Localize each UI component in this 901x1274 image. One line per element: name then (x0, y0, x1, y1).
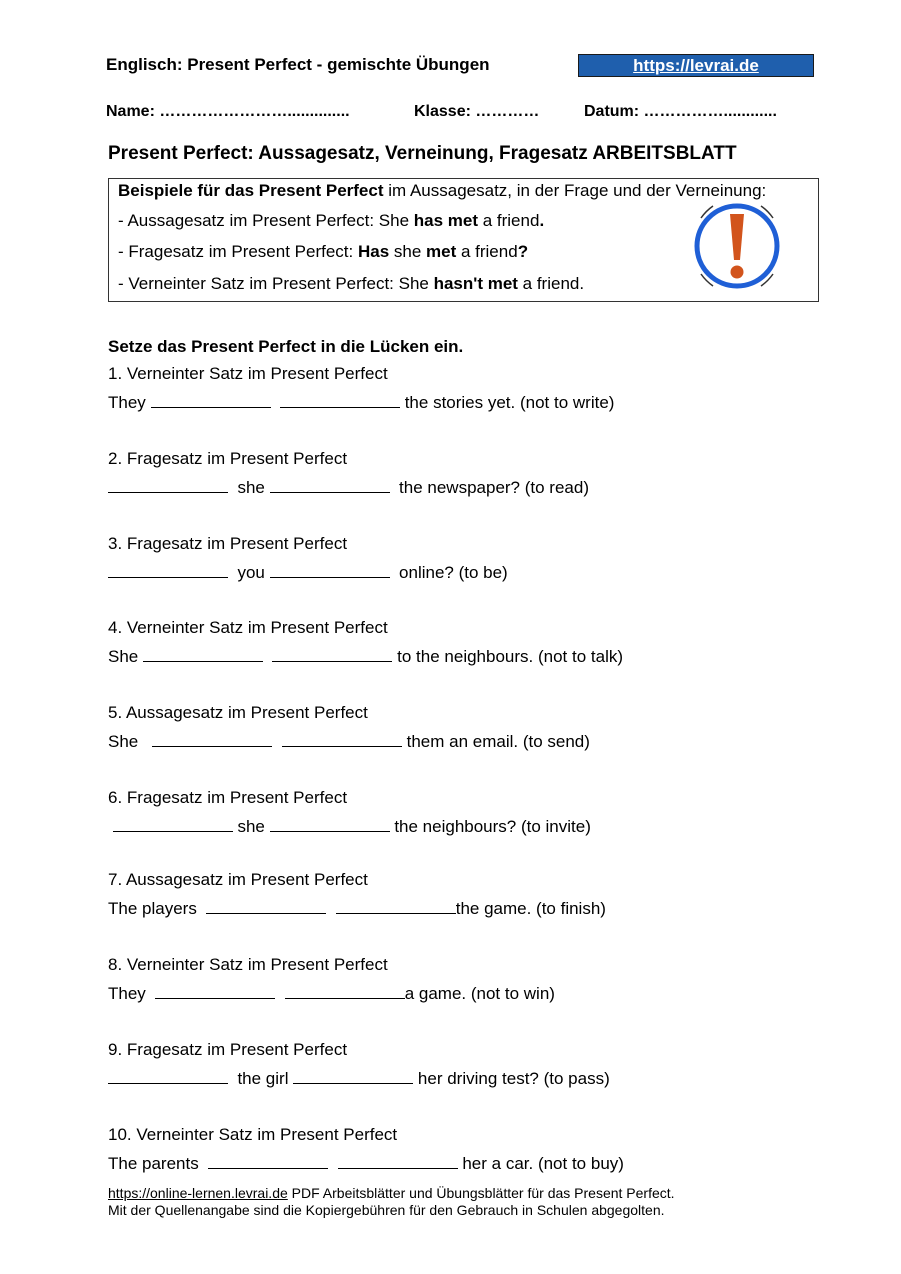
question-sentence (108, 1154, 624, 1174)
question-label: 4. Verneinter Satz im Present Perfect (108, 618, 388, 637)
question-label: 7. Aussagesatz im Present Perfect (108, 870, 368, 889)
question-label: 1. Verneinter Satz im Present Perfect (108, 364, 388, 383)
answer-blank[interactable] (270, 817, 390, 832)
datum-field: Datum: ……………............ (584, 103, 777, 120)
sentence-part: online? (to be) (389, 563, 508, 582)
sentence-part: She (108, 647, 143, 666)
answer-blank[interactable] (108, 1069, 228, 1084)
answer-blank[interactable] (285, 984, 405, 999)
footer-line-1: https://online-lernen.levrai.de PDF Arbeitsblätter und Übungsblätter für das Present Perfect. (108, 1185, 675, 1201)
sentence-part: the game. (to finish) (455, 899, 606, 918)
answer-blank[interactable] (108, 478, 228, 493)
question-sentence (108, 563, 508, 583)
question-label: 5. Aussagesatz im Present Perfect (108, 703, 368, 722)
answer-blank[interactable] (282, 732, 402, 747)
sentence-part: them an email. (to send) (401, 732, 590, 751)
sentence-part: her a car. (not to buy) (457, 1154, 624, 1173)
header-url-box[interactable] (578, 54, 814, 77)
answer-blank[interactable] (336, 899, 456, 914)
answer-blank[interactable] (108, 563, 228, 578)
question-sentence (108, 393, 614, 413)
example-aussagesatz: - Aussagesatz im Present Perfect: She has met a friend. (118, 211, 545, 230)
question-sentence (108, 1069, 610, 1089)
question-sentence (108, 647, 623, 667)
answer-blank[interactable] (272, 647, 392, 662)
name-field: Name: …………………….............. (106, 103, 350, 120)
answer-blank[interactable] (280, 393, 400, 408)
sentence-part: you (228, 563, 270, 582)
footer-link[interactable]: https://online-lernen.levrai.de (108, 1185, 288, 1201)
answer-blank[interactable] (152, 732, 272, 747)
sentence-part: her driving test? (to pass) (413, 1069, 610, 1088)
sentence-part: The parents (108, 1154, 209, 1173)
sentence-part: she (228, 478, 270, 497)
question-label: 9. Fragesatz im Present Perfect (108, 1040, 348, 1059)
question-sentence (108, 478, 589, 498)
sentence-part: she (232, 817, 270, 836)
sentence-part: the newspaper? (to read) (389, 478, 589, 497)
sentence-part: a game. (not to win) (404, 984, 555, 1003)
question-label: 10. Verneinter Satz im Present Perfect (108, 1125, 398, 1144)
exclamation-icon (687, 196, 787, 296)
sentence-part: the stories yet. (not to write) (399, 393, 615, 412)
worksheet-header-title: Englisch: Present Perfect - gemischte Übungen (106, 55, 490, 74)
answer-blank[interactable] (155, 984, 275, 999)
example-verneinung: - Verneinter Satz im Present Perfect: She hasn't met a friend. (118, 274, 585, 293)
answer-blank[interactable] (143, 647, 263, 662)
question-label: 3. Fragesatz im Present Perfect (108, 534, 348, 553)
question-sentence (108, 817, 591, 837)
sentence-part: The players (108, 899, 207, 918)
question-label: 6. Fragesatz im Present Perfect (108, 788, 348, 807)
examples-box (108, 178, 819, 302)
sentence-part (271, 393, 280, 412)
footer-line-2: Mit der Quellenangabe sind die Kopiergebühren für den Gebrauch in Schulen abgegolten. (108, 1202, 665, 1218)
answer-blank[interactable] (206, 899, 326, 914)
answer-blank[interactable] (270, 478, 390, 493)
sentence-part: They (108, 984, 156, 1003)
page-title: Present Perfect: Aussagesatz, Verneinung, Fragesatz ARBEITSBLATT (108, 143, 737, 164)
sentence-part: She (108, 732, 153, 751)
question-sentence (108, 732, 590, 752)
answer-blank[interactable] (338, 1154, 458, 1169)
sentence-part: the girl (228, 1069, 294, 1088)
sentence-part: to the neighbours. (not to talk) (392, 647, 624, 666)
answer-blank[interactable] (270, 563, 390, 578)
sentence-part: the neighbours? (to invite) (389, 817, 591, 836)
question-sentence (108, 899, 606, 919)
header-url-link[interactable]: https://levrai.de (633, 56, 759, 75)
sentence-part (272, 732, 281, 751)
question-label: 8. Verneinter Satz im Present Perfect (108, 955, 388, 974)
answer-blank[interactable] (113, 817, 233, 832)
klasse-field: Klasse: ………… (414, 103, 540, 120)
examples-intro: Beispiele für das Present Perfect im Aussagesatz, in der Frage und der Verneinung: (118, 181, 767, 200)
question-sentence (108, 984, 555, 1004)
example-fragesatz: - Fragesatz im Present Perfect: Has she met a friend? (118, 242, 529, 261)
sentence-part (328, 1154, 337, 1173)
answer-blank[interactable] (293, 1069, 413, 1084)
footer (108, 1185, 675, 1219)
sentence-part: They (108, 393, 151, 412)
answer-blank[interactable] (208, 1154, 328, 1169)
answer-blank[interactable] (151, 393, 271, 408)
sentence-part (326, 899, 335, 918)
sentence-part (275, 984, 284, 1003)
question-label: 2. Fragesatz im Present Perfect (108, 449, 348, 468)
task-instruction: Setze das Present Perfect in die Lücken ein. (108, 337, 464, 356)
sentence-part (263, 647, 272, 666)
